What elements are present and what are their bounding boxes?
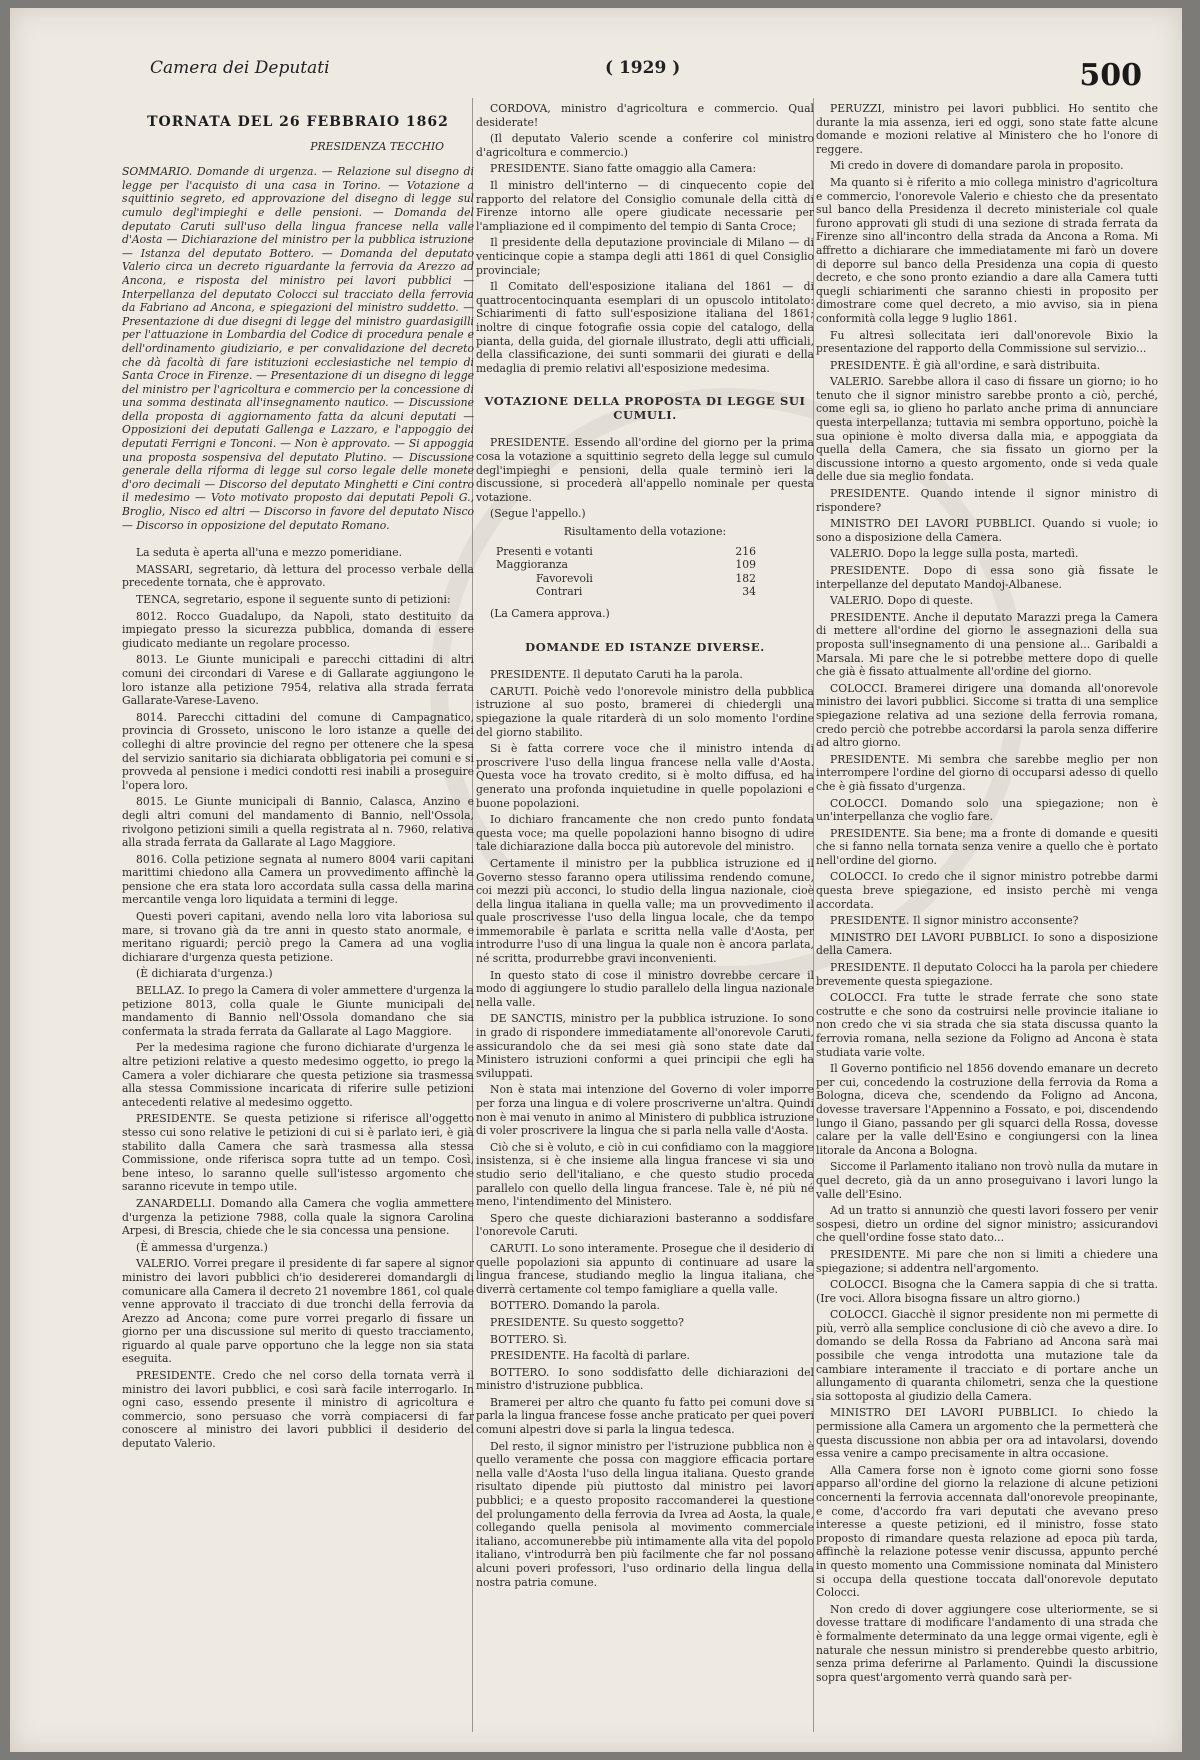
paragraph: COLOCCI. Fra tutte le strade ferrate che sono state costrutte e che sono da costruirsi nelle provincie italiane io non credo che vi sia strada che sia stata discussa quanto la ferrovia romana, nella sezione da Foligno ad Ancona è stata studiata varie volte. — [816, 991, 1158, 1059]
paragraph: COLOCCI. Giacchè il signor presidente non mi permette di più, verrò alla semplice conclusione di ciò che avevo a dire. Io domando se della Rossa da Fabriano ad Ancona sarà mai possibile che venga introdotta una mutazione tale da cambiare interamente il tracciato e di portare anche un allungamento di quaranta chilometri, senza che la questione sia sottoposta al giudizio della Camera. — [816, 1308, 1158, 1403]
paragraph: Spero che queste dichiarazioni basteranno a soddisfare l'onorevole Caruti. — [476, 1211, 814, 1239]
page-number: 500 — [1079, 58, 1142, 93]
requests-section-title: DOMANDE ED ISTANZE DIVERSE. — [525, 639, 765, 654]
paragraph: DE SANCTIS, ministro per la pubblica istruzione. Io sono in grado di rispondere immediatamente all'onorevole Caruti, assicurandolo che da sei mesi già sono state date dal Ministero istruzioni conformi a quei principii che egli ha sviluppati. — [476, 1012, 814, 1080]
paragraph: PRESIDENTE. Sia bene; ma a fronte di domande e quesiti che si fanno nella tornata senza venire a quello che è portato nell'ordine del giorno. — [816, 826, 1158, 867]
paragraph: BOTTERO. Sì. — [490, 1332, 567, 1346]
paragraph: CARUTI. Lo sono interamente. Prosegue che il desiderio di quelle popolazioni sia appunto di continuare ad usare la lingua francese, studiando meglio la lingua italiana, che diverrà certamente col tempo famigliare a quella valle. — [476, 1241, 814, 1296]
newspaper-page — [10, 8, 1182, 1752]
column-1-body — [122, 546, 474, 1450]
running-head-title: Camera dei Deputati — [150, 58, 330, 78]
column-3-body — [816, 102, 1158, 1684]
vote-row — [496, 558, 756, 572]
vote-call: (Segue l'appello.) — [490, 507, 586, 521]
presidency-line: PRESIDENZA TECCHIO — [310, 139, 444, 153]
paragraph: Bramerei per altro che quanto fu fatto pei comuni dove si parla la lingua francese fosse anche praticato per quei poveri comuni alpestri dove si parla la lingua tedesca. — [476, 1395, 814, 1437]
paragraph: In questo stato di cose il ministro dovrebbe cercare il modo di aggiungere lo studio parallelo della lingua nazionale nella valle. — [476, 968, 814, 1009]
paragraph: Si è fatta correre voce che il ministro intenda di proscrivere l'uso della lingua francese nella valle d'Aosta. Questa voce ha trovato credito, si è molto diffusa, ed ha generato una profonda inquietudine in quelle popolazioni e buone popolazioni. — [476, 742, 814, 810]
column-2-top-body — [476, 102, 814, 375]
paragraph: Il Comitato dell'esposizione italiana del 1861 — di quattrocentocinquanta esemplari di un opuscolo intitolato: Schiarimenti di fatto sull'esposizione italiana del 1861; inoltre di cinque fotografie ossia copie del catalogo, della pianta, della guida, del giornale illustrato, degli atti ufficiali, della classificazione, dei sunti sommarii dei giurati e della medaglia di premio relativi all'esposizione medesima. — [476, 280, 814, 375]
vote-intro: PRESIDENTE. Essendo all'ordine del giorno per la prima cosa la votazione a squittinio segreto della legge sul cumulo degl'impieghi e pensioni, della quale terminò ieri la discussione, si procederà all'appello nominale per questa votazione. — [476, 436, 814, 504]
column-2 — [476, 102, 814, 1732]
vote-result-table — [496, 545, 756, 599]
paragraph: PRESIDENTE. Mi pare che non si limiti a chiedere una spiegazione; si addentra nell'argomento. — [816, 1247, 1158, 1275]
paragraph: Mi credo in dovere di domandare parola in proposito. — [830, 159, 1124, 173]
paragraph: (È dichiarata d'urgenza.) — [136, 967, 273, 981]
paragraph: PRESIDENTE. Il deputato Colocci ha la parola per chiedere brevemente questa spiegazione. — [816, 961, 1158, 988]
paragraph: MINISTRO DEI LAVORI PUBBLICI. Io sono a disposizione della Camera. — [816, 930, 1158, 958]
paragraph: CARUTI. Poichè vedo l'onorevole ministro della pubblica istruzione al suo posto, bramerei di chiedergli una spiegazione la quale ritarderà di un solo momento l'ordine del giorno stabilito. — [476, 684, 814, 739]
paragraph: TENCA, segretario, espone il seguente sunto di petizioni: — [136, 593, 451, 606]
paragraph: Del resto, il signor ministro per l'istruzione pubblica non è quello veramente che possa con maggiore efficacia portare nella valle d'Aosta l'uso della lingua italiana. Questo grande risultato dipende più piuttosto dal ministro pei lavori pubblici; e a questo proposito raccomanderei la questione del prolungamento della ferrovia da Ivrea ad Aosta, la quale, collegando quella penisola al movimento commerciale italiano, accomunerebbe più intimamente alla vita del popolo italiano, v'introdurrà ben più facilmente che far nol possano alcuni poveri professori, l'uso ordinario della lingua della nostra patria comune. — [476, 1439, 814, 1589]
vote-value: 182 — [735, 571, 756, 585]
paragraph: MINISTRO DEI LAVORI PUBBLICI. Io chiedo la permissione alla Camera un argomento che la permetterà che questa discussione non abbia per ora ad intavolarsi, dovendo essa venire a campo precisamente in altra occasione. — [816, 1406, 1158, 1461]
column-3 — [816, 102, 1158, 1732]
vote-label: Presenti e votanti — [496, 544, 593, 558]
vote-value: 109 — [735, 558, 756, 572]
paragraph: Non è stata mai intenzione del Governo di voler imporre per forza una lingua e di volere proscriverne un'altra. Quindi non è mai venuto in animo al Ministero di pubblica istruzione di voler proscrivere la lingua che si parla nella valle d'Aosta. — [476, 1083, 814, 1138]
paragraph: Fu altresì sollecitata ieri dall'onorevole Bixio la presentazione del rapporto della Commissione sul servizio... — [816, 328, 1158, 356]
paragraph: Ad un tratto si annunziò che questi lavori fossero per venir sospesi, dietro un ordine del signor ministro; assicurandovi che quell'ordine fosse stato dato... — [816, 1204, 1158, 1245]
paragraph: PRESIDENTE. Anche il deputato Marazzi prega la Camera di mettere all'ordine del giorno le assegnazioni della sua proposta sull'insegnamento di una pensione al... Garibaldi a Marsala. Mi pare che le si potrebbe mettere dopo di quelle che già è fissato attualmente all'ordine del giorno. — [816, 610, 1158, 679]
paragraph: PRESIDENTE. Mi sembra che sarebbe meglio per non interrompere l'ordine del giorno di occuparsi adesso di quello che è già fissato d'urgenza. — [816, 752, 1158, 793]
paragraph: Non credo di dover aggiungere cose ulteriormente, se si dovesse trattare di modificare l'andamento di una strada che è formalmente determinato da una legge ormai vigente, egli è naturale che nessun ministro si prenderebbe questo arbitrio, senza prima deferirne al Parlamento. Quindi la discussione sopra quest'argomento verrà quando sarà per- — [816, 1602, 1158, 1684]
vote-row — [496, 545, 756, 559]
paragraph: Questi poveri capitani, avendo nella loro vita laboriosa sul mare, si trovano già da tre anni in questo stato anormale, e meritano riguardi; perciò prego la Camera ad una voglia dichiarare d'urgenza questa petizione. — [122, 910, 474, 964]
paragraph: 8012. Rocco Guadalupo, da Napoli, stato destituito da impiegato presso la sicurezza pubblica, domanda di essere giudicato mediante un regolare processo. — [122, 609, 474, 650]
paragraph: 8013. Le Giunte municipali e parecchi cittadini di altri comuni dei circondari di Varese e di Gallarate aggiungono le loro istanze alla petizione 7954, relativa alla strada ferrata Gallarate-Varese-Laveno. — [122, 653, 474, 708]
paragraph: COLOCCI. Bramerei dirigere una domanda all'onorevole ministro dei lavori pubblici. Siccome si tratta di una semplice spiegazione relativa ad una sezione della ferrovia romana, credo perciò che potrebbe accordarsi la parola senza differire ad altro giorno. — [816, 681, 1158, 750]
paragraph: BELLAZ. Io prego la Camera di voler ammettere d'urgenza la petizione 8013, colla quale le Giunte municipali del mandamento di Bannio nell'Ossola domandano che sia confermata la strada ferrata da Gallarate al Lago Maggiore. — [122, 984, 474, 1038]
paragraph: Siccome il Parlamento italiano non trovò nulla da mutare in quel decreto, già da un anno proseguivano i lavori lungo la valle dell'Esino. — [816, 1160, 1158, 1201]
paragraph: 8016. Colla petizione segnata al numero 8004 varii capitani marittimi chiedono alla Camera un provvedimento affinchè la pensione che era stata loro accordata sulla cassa della marina mercantile venga loro liquidata a termini di legge. — [122, 852, 474, 907]
paragraph: Ma quanto si è riferito a mio collega ministro d'agricoltura e commercio, l'onorevole Valerio e chiesto che da presentato sul banco della Presidenza il decreto ministeriale col quale furono approvati gli studi di una sezione di strada ferrata da Firenze sino all'incontro della strada da Ancona a Roma. Mi affretto a dichiarare che immediatamente mi farò un dovere di deporre sul banco della Presidenza una copia di questo decreto, e che sono pronto eziandio a dare alla Camera tutti quegli schiarimenti che saranno chiesti in proposito per dimostrare come quel decreto, a mio avviso, sia in piena conformità colla legge 9 luglio 1861. — [816, 175, 1158, 325]
paragraph: PRESIDENTE. Quando intende il signor ministro di rispondere? — [816, 487, 1158, 514]
vote-result-title: Risultamento della votazione: — [563, 525, 727, 539]
paragraph: VALERIO. Sarebbe allora il caso di fissare un giorno; io ho tenuto che il signor ministro sarebbe pronto a ciò, perché, come egli sa, io glieno ho parlato anche prima di annunciare questa interpellanza; tuttavia mi sembra opportuno, poichè la sua opinione è molto diversa dalla mia, e appoggiata da quella della Camera, che sia fissato un giorno per la discussione intorno a questo argomento, onde si veda quale delle due sia meglio fondata. — [816, 375, 1158, 484]
column-2-bottom-body — [476, 668, 814, 1589]
paragraph: PRESIDENTE. Il signor ministro acconsente? — [830, 914, 1079, 928]
paragraph: MINISTRO DEI LAVORI PUBBLICI. Quando si vuole; io sono a disposizione della Camera. — [816, 517, 1158, 544]
paragraph: COLOCCI. Io credo che il signor ministro potrebbe darmi questa breve spiegazione, ed insisto perchè mi venga accordata. — [816, 870, 1158, 911]
paragraph: PRESIDENTE. Dopo di essa sono già fissate le interpellanze del deputato Mandoj-Albanese. — [816, 564, 1158, 591]
paragraph: Alla Camera forse non è ignoto come giorni sono fosse apparso all'ordine del giorno la relazione di alcune petizioni concernenti la ferrovia accennata dall'onorevole preopinante, e come, d'accordo fra vari deputati che avevano preso interesse a queste petizioni, ed il ministro, fosse stato proposto di rimandare questa relazione ad epoca più tarda, affinchè la relazione potesse venir discussa, appunto perché in questo momento una Commissione nominata dal Ministero si occupa della questione toccata dall'onorevole deputato Colocci. — [816, 1463, 1158, 1600]
paragraph: (È ammessa d'urgenza.) — [136, 1240, 268, 1254]
paragraph: Certamente il ministro per la pubblica istruzione ed il Governo stesso faranno opera utilissima rendendo comune, coi mezzi più acconci, lo studio della lingua nazionale, cioè della lingua italiana in quella valle; ma un provvedimento il quale proscrivesse l'uso della lingua locale, che da tempo immemorabile è parlata e scritta nella valle d'Aosta, per introdurre l'uso di una lingua la quale non è ancora parlata, né scritta, produrrebbe gravi inconvenienti. — [476, 856, 814, 966]
summary-block: SOMMARIO. Domande di urgenza. — Relazione sul disegno di legge per l'acquisto di una casa in Torino. — Votazione a squittinio segreto, ed approvazione del disegno di legge sul cumulo degl'impieghi e delle pensioni. — Domanda del deputato Caruti sull'uso della lingua francese nella valle d'Aosta — Dichiarazione del ministro per la pubblica istruzione — Istanza del deputato Bottero. — Domanda del deputato Valerio circa un decreto riguardante la ferrovia da Arezzo ad Ancona, e risposta del ministro pei lavori pubblici — Interpellanza del deputato Colocci sul tracciato della ferrovia da Fabriano ad Ancona, e spiegazioni del ministro suddetto. — Presentazione di due disegni di legge del ministro guardasigilli per l'attuazione in Lombardia del Codice di procedura penale e dell'ordinamento giudiziario, e per convalidazione del decreto che dà facoltà di fare istituzioni ecclesiastiche nel tempio di Santa Croce in Firenze. — Presentazione di un disegno di legge del ministro per l'agricoltura e commercio per la concessione di una somma destinata all'insegnamento nautico. — Discussione della proposta di aggiornamento fatta da alcuni deputati — Opposizioni dei deputati Gallenga e Lazzaro, e l'appoggio dei deputati Ferrigni e Tonconi. — Non è approvato. — Si appoggia una proposta sospensiva del deputato Plutino. — Discussione generale della riforma di legge sul corso legale delle monete d'oro decimali — Discorso del deputato Minghetti e Cini contro il medesimo — Voto motivato proposto dai deputati Pepoli G., Broglio, Nisco ed altri — Discorso in favore del deputato Nisco — Discorso in opposizione del deputato Romano. — [122, 165, 474, 532]
vote-label: Favorevoli — [536, 571, 593, 585]
paragraph: PRESIDENTE. Il deputato Caruti ha la parola. — [490, 668, 743, 682]
paragraph: 8015. Le Giunte municipali di Bannio, Calasca, Anzino e degli altri comuni del mandamento di Bannio, nell'Ossola, rivolgono petizioni simili a quella registrata al n. 7960, relativa alla strada ferrata da Gallarate al Lago Maggiore. — [122, 795, 474, 850]
paragraph: Ciò che si è voluto, e ciò in cui confidiamo con la maggiore insistenza, si è che insieme alla lingua francese vi sia uno studio serio dell'italiano, e che questo studio proceda parallelo con quello della lingua francese. Tale è, né più né meno, l'intendimento del Ministero. — [476, 1140, 814, 1209]
paragraph: BOTTERO. Io sono soddisfatto delle dichiarazioni del ministro d'istruzione pubblica. — [476, 1365, 814, 1393]
vote-value: 34 — [742, 585, 756, 599]
paragraph: Il presidente della deputazione provinciale di Milano — di venticinque copie a stampa degli atti 1861 di quel Consiglio provinciale; — [476, 236, 814, 277]
paragraph: MASSARI, segretario, dà lettura del processo verbale della precedente tornata, che è approvato. — [122, 562, 474, 590]
paragraph: (Il deputato Valerio scende a conferire col ministro d'agricoltura e commercio.) — [476, 132, 814, 159]
vote-end: (La Camera approva.) — [490, 607, 610, 620]
paragraph: VALERIO. Dopo la legge sulla posta, martedì. — [830, 547, 1079, 561]
vote-row — [496, 585, 756, 599]
paragraph: PRESIDENTE. Ha facoltà di parlare. — [490, 1349, 690, 1363]
paragraph: ZANARDELLI. Domando alla Camera che voglia ammettere d'urgenza la petizione 7988, colla quale la signora Carolina Arpesi, di Brescia, chiede che le sia concessa una pensione. — [122, 1196, 474, 1238]
paragraph: VALERIO. Dopo di queste. — [830, 594, 974, 608]
vote-section-title: VOTAZIONE DELLA PROPOSTA DI LEGGE SUI CUMULI. — [484, 394, 806, 422]
paragraph: La seduta è aperta all'una e mezzo pomeridiane. — [136, 546, 403, 560]
paragraph: PRESIDENTE. Se questa petizione si riferisce all'oggetto stesso cui sono relative le petizioni di cui si è parlato ieri, è già stabilito dalla Camera che sarà trasmessa alla stessa Commissione, onde riferisca sopra tutte ad un tempo. Così, bene inteso, lo saranno quelle sull'istesso argomento che saranno ricevute in tempo utile. — [122, 1112, 474, 1194]
vote-value: 216 — [735, 544, 756, 558]
vote-row — [496, 572, 756, 586]
vote-label: Maggioranza — [496, 558, 568, 572]
paragraph: COLOCCI. Domando solo una spiegazione; non è un'interpellanza che voglio fare. — [816, 796, 1158, 824]
paragraph: PRESIDENTE. Su questo soggetto? — [490, 1315, 684, 1329]
paragraph: Il Governo pontificio nel 1856 dovendo emanare un decreto per cui, concedendo la costruzione della ferrovia da Roma a Bologna, diceva che, scendendo da Foligno ad Ancona, dovesse traversare l'Appennino a Fossato, e poi, discendendo lungo il Giano, passando per gli squarci della Rossa, dovesse calare per la valle dell'Esino e congiungersi con la linea litorale da Ancona a Bologna. — [816, 1062, 1158, 1157]
paragraph: VALERIO. Vorrei pregare il presidente di far sapere al signor ministro dei lavori pubblici ch'io desidererei domandargli di comunicare alla Camera il decreto 21 novembre 1861, col quale venne approvato il tracciato di due tronchi della ferrovia da Arezzo ad Ancona; come pure vorrei pregarlo di fissare un giorno per una discussione sul merito di questo tracciamento, riguardo al quale parve opportuno che la legge non sia stata eseguita. — [122, 1257, 474, 1366]
paragraph: PRESIDENTE. Siano fatte omaggio alla Camera: — [490, 162, 757, 176]
column-1 — [122, 102, 474, 1732]
paragraph: Per la medesima ragione che furono dichiarate d'urgenza le altre petizioni relative a questo medesimo oggetto, io prego la Camera a voler dichiarare che questa petizione sia trasmessa alla stessa Commissione incaricata di riferire sulle petizioni antecedenti relative al medesimo oggetto. — [122, 1041, 474, 1109]
paragraph: PRESIDENTE. Credo che nel corso della tornata verrà il ministro dei lavori pubblici, e così sarà facile interrogarlo. In ogni caso, essendo presente il ministro di agricoltura e commercio, sono persuaso che vorrà compiacersi di far conoscere al ministro dei lavori pubblici il desiderio del deputato Valerio. — [122, 1369, 474, 1451]
paragraph: Io dichiaro francamente che non credo punto fondata questa voce; ma quelle popolazioni hanno bisogno di udire tale dichiarazione dalla bocca più autorevole del ministro. — [476, 813, 814, 854]
paragraph: PERUZZI, ministro pei lavori pubblici. Ho sentito che durante la mia assenza, ieri ed oggi, sono state fatte alcune domande e mozioni relative al Ministero che ho l'onore di reggere. — [816, 102, 1158, 156]
vote-label: Contrari — [536, 585, 583, 599]
paragraph: PRESIDENTE. È già all'ordine, e sarà distribuita. — [830, 358, 1101, 372]
paragraph: COLOCCI. Bisogna che la Camera sappia di che si tratta. (Ire voci. Allora bisogna fissare un altro giorno.) — [816, 1278, 1158, 1305]
session-title: TORNATA DEL 26 FEBBRAIO 1862 — [147, 114, 449, 130]
paragraph: BOTTERO. Domando la parola. — [490, 1299, 660, 1313]
paragraph: Il ministro dell'interno — di cinquecento copie del rapporto del relatore del Consiglio comunale della città di Firenze intorno alle opere giudicate necessarie per l'ampliazione ed il compimento del tempio di Santa Croce; — [476, 178, 814, 233]
paragraph: CORDOVA, ministro d'agricoltura e commercio. Qual desiderate! — [476, 102, 814, 129]
paragraph: 8014. Parecchi cittadini del comune di Campagnatico, provincia di Grosseto, uniscono le loro istanze a quelle dei colleghi di altre provincie del regno per ottenere che la spesa del servizio sanitario sia dichiarata obbligatoria pei comuni e si provveda al pensione i medici condotti resi inabili a proseguire l'opera loro. — [122, 710, 474, 792]
running-head-number: ( 1929 ) — [605, 58, 681, 78]
